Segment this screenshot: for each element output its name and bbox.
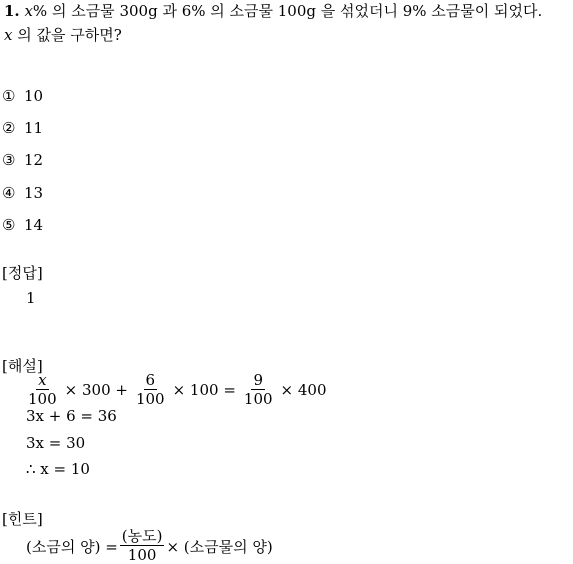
question-variable: x xyxy=(24,2,33,20)
answer-value: 1 xyxy=(26,289,36,307)
choice-4[interactable] xyxy=(2,184,43,202)
hint-formula: (소금의 양) = $\frac{\text{(농도)}}{100}$ × (소금물의 양) xyxy=(26,527,273,564)
choice-2-mark: ② xyxy=(2,119,16,137)
choice-5-text: 14 xyxy=(24,216,44,234)
hint-heading: [힌트] xyxy=(2,510,43,528)
choice-1-text: 10 xyxy=(24,87,44,105)
choice-4-text: 13 xyxy=(24,184,44,202)
question-text-1: % 의 소금물 300g 과 6% 의 소금물 100g 을 섞었더니 9% 소금물이 되었다. xyxy=(32,2,543,20)
solution-equation-4: ∴ x = 10 xyxy=(26,460,90,478)
answer-heading: [정답] xyxy=(2,264,43,282)
fraction-concentration-over-100: $\frac{\text{(농도)}}{100}$ xyxy=(121,527,163,564)
question-line-1 xyxy=(4,0,542,22)
fraction-6-over-100: $\frac{6}{100}$ xyxy=(135,371,165,408)
solution-equation-3: 3x = 30 xyxy=(26,434,86,452)
fraction-x-over-100: $\frac{x}{100}$ xyxy=(28,371,57,408)
choice-1-mark: ① xyxy=(2,87,16,105)
choice-3-text: 12 xyxy=(24,151,44,169)
solution-equation-1: $\frac{x}{100}$ × 300 + $\frac{6}{100}$ × 100 = $\frac{9}{100}$ × 400 xyxy=(28,371,327,408)
question-number: 1. xyxy=(4,2,20,20)
choice-5[interactable] xyxy=(2,216,43,234)
choice-2-text: 11 xyxy=(24,119,44,137)
solution-equation-2: 3x + 6 = 36 xyxy=(26,407,117,425)
question-text-2: 의 값을 구하면? xyxy=(12,26,122,44)
choice-1[interactable] xyxy=(2,87,43,105)
choice-3[interactable] xyxy=(2,151,43,169)
choice-2[interactable] xyxy=(2,119,43,137)
choice-5-mark: ⑤ xyxy=(2,216,16,234)
choice-4-mark: ④ xyxy=(2,184,16,202)
question-line-2 xyxy=(4,24,122,46)
fraction-9-over-100: $\frac{9}{100}$ xyxy=(243,371,273,408)
question-variable-2: x xyxy=(4,26,13,44)
solution-heading: [해설] xyxy=(2,357,43,375)
choice-3-mark: ③ xyxy=(2,151,16,169)
